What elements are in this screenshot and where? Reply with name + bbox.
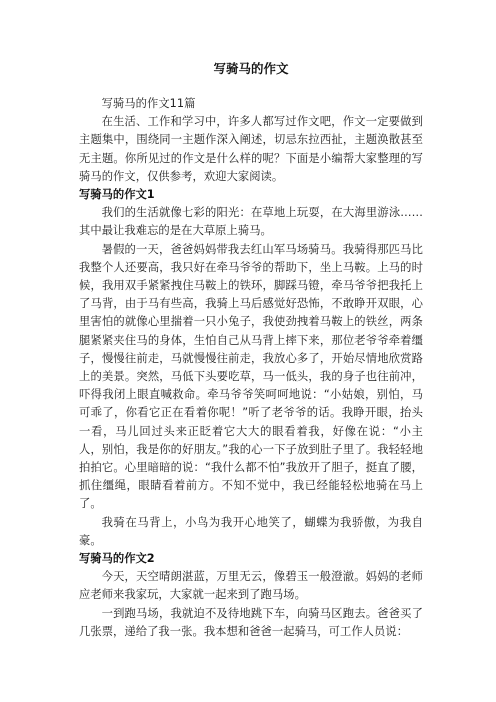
essay-1-paragraph: 暑假的一天，爸爸妈妈带我去红山军马场骑马。我骑得那匹马比我整个人还要高，我只好在牵马爷爷的帮助下，坐上马鞍。上马的时候，我用双手紧紧拽住马鞍上的铁环，脚踩马镫，牵马爷爷把我托上了马背，由于马有些高，我骑上马后感觉好恐怖，不敢睁开双眼，心里害怕的就像心里揣着一只小兔子，我使劲拽着马鞍上的铁丝，两条腿紧紧夹住马的身体，生怕自己从马背上摔下来，那位老爷爷牵着缰子，慢慢往前走，马就慢慢往前走，我放心多了，开始尽情地欣赏路上的美景。突然，马低下头要吃草，马一低头，我的身子也往前冲，吓得我闭上眼直喊救命。牵马爷爷笑呵呵地说：“小姑娘，别怕，马可乖了，你看它正在看着你呢！”听了老爷爷的话。我睁开眼，抬头一看，马儿回过头来正眨着它大大的眼看着我，好像在说：“小主人，别怕，我是你的好朋友。”我的心一下子放到肚子里了。我轻轻地拍拍它。心里暗暗的说：“我什么都不怕”我放开了胆子，挺直了腰，抓住缰绳，眼睛看着前方。不知不觉中，我已经能轻松地骑在马上了。 [79, 242, 423, 511]
document-page [79, 60, 423, 641]
document-title: 写骑马的作文 [213, 61, 289, 76]
intro-paragraph: 在生活、工作和学习中，许多人都写过作文吧，作文一定要做到主题集中，围绕同一主题作深入阐述，切忌东拉西扯，主题涣散甚至无主题。你所见过的作文是什么样的呢？下面是小编帮大家整理的写骑马的作文，仅供参考，欢迎大家阅读。 [79, 115, 423, 183]
essay-2-paragraph: 一到跑马场，我就迫不及待地跳下车，向骑马区跑去。爸爸买了几张票，递给了我一张。我本想和爸爸一起骑马，可工作人员说： [79, 606, 423, 638]
collection-subtitle: 写骑马的作文11篇 [101, 97, 196, 110]
essay-1-paragraph: 我骑在马背上，小鸟为我开心地笑了，蝴蝶为我骄傲，为我自豪。 [79, 515, 423, 547]
essay-1-paragraph: 我们的生活就像七彩的阳光：在草地上玩耍，在大海里游泳……其中最让我难忘的是在大草原上骑马。 [79, 206, 423, 238]
essay-2-paragraph: 今天，天空晴朗湛蓝，万里无云，像碧玉一般澄澈。妈妈的老师应老师来我家玩，大家就一起来到了跑马场。 [79, 570, 423, 602]
essay-2-heading: 写骑马的作文2 [79, 552, 155, 566]
essay-1-heading: 写骑马的作文1 [79, 188, 155, 202]
